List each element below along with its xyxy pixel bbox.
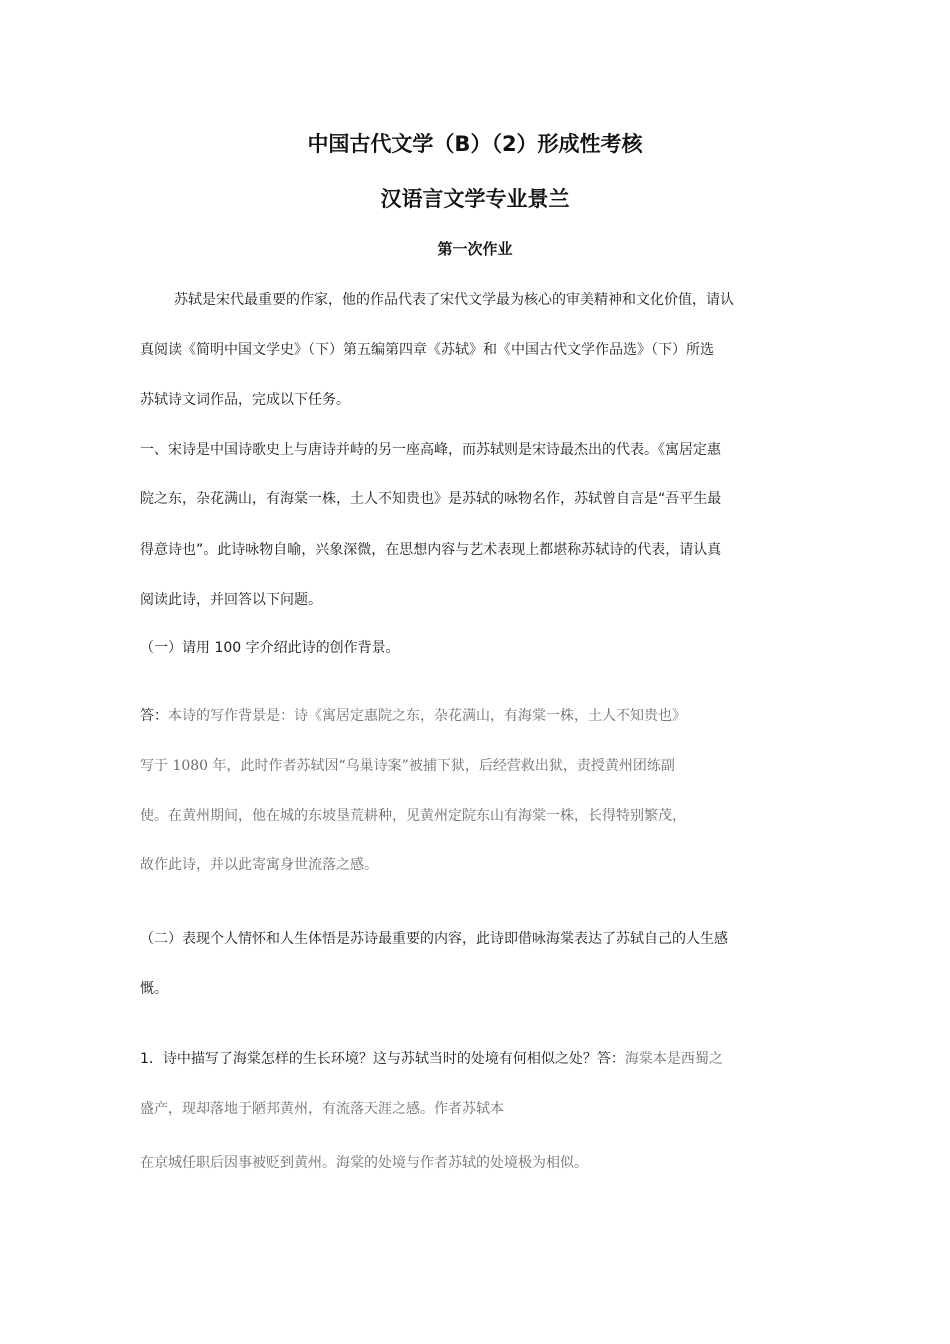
sub-answer-text: 海棠本是西蜀之 bbox=[624, 1051, 723, 1067]
assignment-heading: 第一次作业 bbox=[437, 240, 513, 258]
section-line: 院之东，杂花满山，有海棠一株，土人不知贵也》是苏轼的咏物名作，苏轼曾自言是“吾平生最 bbox=[140, 491, 722, 507]
section-line: 得意诗也”。此诗咏物自喻，兴象深微，在思想内容与艺术表现上都堪称苏轼诗的代表，请认真 bbox=[140, 542, 722, 558]
intro-line: 苏轼是宋代最重要的作家，他的作品代表了宋代文学最为核心的审美精神和文化价值，请认 bbox=[174, 292, 734, 308]
intro-line: 真阅读《简明中国文学史》（下）第五编第四章《苏轼》和《中国古代文学作品选》（下）所选 bbox=[140, 342, 714, 358]
question-1: （一）请用 100 字介绍此诗的创作背景。 bbox=[140, 640, 400, 656]
sub-question-line bbox=[140, 1049, 820, 1069]
answer-line: 使。在黄州期间，他在城的东坡垦荒耕种，见黄州定院东山有海棠一株，长得特别繁茂， bbox=[140, 808, 686, 824]
sub-answer-line: 在京城任职后因事被贬到黄州。海棠的处境与作者苏轼的处境极为相似。 bbox=[140, 1155, 588, 1171]
answer-text: 本诗的写作背景是：诗《寓居定惠院之东，杂花满山，有海棠一株，土人不知贵也》 bbox=[168, 708, 686, 724]
question-2-line: （二）表现个人情怀和人生体悟是苏诗最重要的内容，此诗即借咏海棠表达了苏轼自己的人生感 bbox=[140, 931, 728, 947]
intro-line: 苏轼诗文词作品，完成以下任务。 bbox=[140, 392, 350, 408]
answer-line: 故作此诗，并以此寄寓身世流落之感。 bbox=[140, 857, 378, 873]
sub-question-text: 1．诗中描写了海棠怎样的生长环境？这与苏轼当时的处境有何相似之处？答： bbox=[140, 1051, 625, 1067]
document-subtitle: 汉语言文学专业景兰 bbox=[380, 187, 570, 211]
answer-line bbox=[140, 706, 820, 726]
document-title: 中国古代文学（B）（2）形成性考核 bbox=[307, 132, 643, 156]
section-line: 一、宋诗是中国诗歌史上与唐诗并峙的另一座高峰，而苏轼则是宋诗最杰出的代表。《寓居定惠 bbox=[140, 442, 721, 458]
answer-line: 写于 1080 年，此时作者苏轼因“乌巢诗案”被捕下狱，后经营救出狱，责授黄州团练副 bbox=[140, 758, 675, 774]
question-2-line: 慨。 bbox=[140, 981, 168, 997]
sub-answer-line: 盛产，现却落地于陋邦黄州，有流落天涯之感。作者苏轼本 bbox=[140, 1101, 504, 1117]
answer-label: 答： bbox=[140, 708, 168, 724]
section-line: 阅读此诗，并回答以下问题。 bbox=[140, 592, 322, 608]
